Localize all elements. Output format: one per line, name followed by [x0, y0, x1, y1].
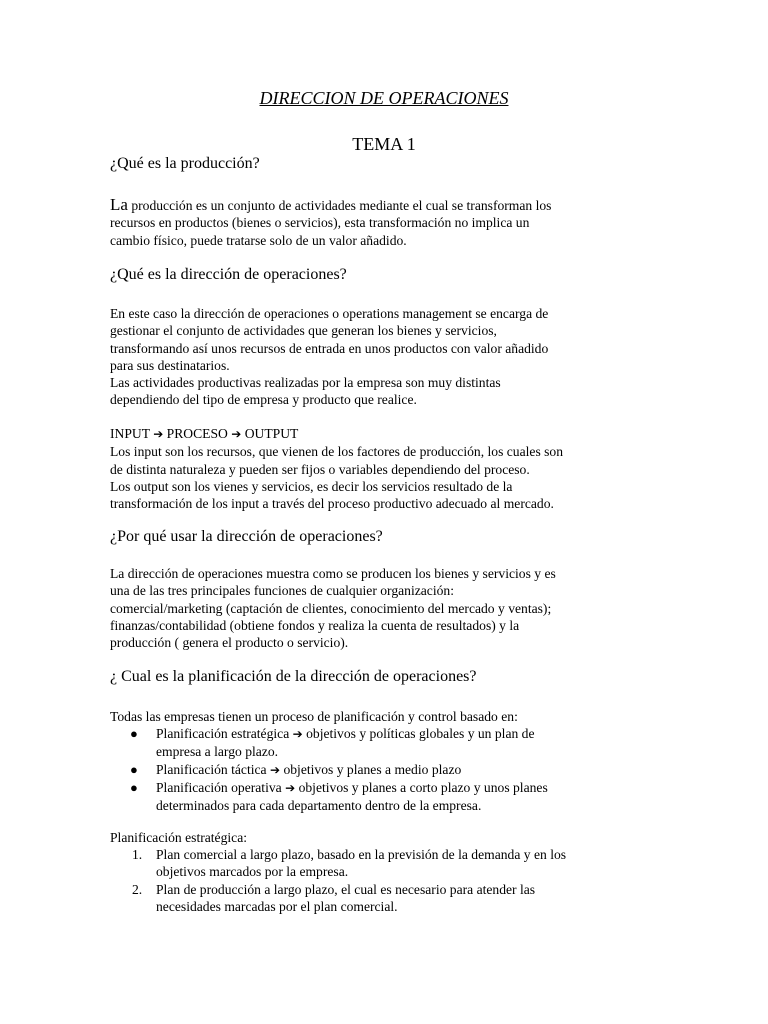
strategic-planning-heading: Planificación estratégica:: [110, 830, 248, 845]
planning-intro: Todas las empresas tienen un proceso de planificación y control basado en:: [110, 709, 518, 724]
question-heading-planning: ¿ Cual es la planificación de la dirección de operaciones?: [110, 668, 477, 685]
list-number: 1.: [132, 847, 143, 862]
list-item: 2. Plan de producción a largo plazo, el cual es necesario para atender las necesidades marcadas por el plan comercial.: [132, 881, 536, 914]
paragraph-production: La producción es un conjunto de actividades mediante el cual se transforman los recursos en productos (bienes o servicios), esta transformación no implica un cambio físico, puede tratarse solo de un valor añadido.: [110, 195, 552, 248]
list-item: ● Planificación táctica ➔ objetivos y planes a medio plazo: [130, 761, 462, 777]
paragraph-input-output: INPUT ➔ PROCESO ➔ OUTPUT Los input son los recursos, que vienen de los factores de producción, los cuales son de distinta naturaleza y pueden ser fijos o variables dependiendo del proceso. Los output son los vienes y servicios, es decir los servicios resultado de la transformación de los input a través del proceso productivo adecuado al mercado.: [110, 425, 658, 512]
list-item: 1. Plan comercial a largo plazo, basado en la previsión de la demanda y en los objetivos marcados por la empresa.: [132, 847, 567, 880]
question-heading-production: ¿Qué es la producción?: [110, 155, 260, 172]
arrow-right-icon: ➔: [292, 727, 303, 741]
first-word: La: [110, 195, 128, 214]
planning-bullet-list: [110, 725, 548, 814]
topic-heading: TEMA 1: [352, 134, 416, 154]
arrow-right-icon: ➔: [270, 762, 281, 777]
question-heading-operations: ¿Qué es la dirección de operaciones?: [110, 266, 347, 283]
paragraph-why: La dirección de operaciones muestra como se producen los bienes y servicios y es una de las tres principales funciones de cualquier organización: comercial/marketing (captación de clientes, conocimiento del mercado y ventas); finanzas/contabilidad (obtiene fondos y realiza la cuenta de resultados) y la producción ( genera el producto o servicio).: [110, 566, 556, 651]
arrow-right-icon: ➔: [231, 427, 242, 441]
list-item: ● Planificación operativa ➔ objetivos y planes a corto plazo y unos planes determinados para cada departamento dentro de la empresa.: [130, 779, 548, 814]
arrow-right-icon: ➔: [153, 427, 164, 441]
arrow-right-icon: ➔: [285, 780, 296, 795]
list-number: 2.: [132, 881, 143, 897]
strategic-plan-list: [110, 846, 566, 915]
question-heading-why: ¿Por qué usar la dirección de operaciones?: [110, 528, 383, 545]
bullet-icon: ●: [130, 761, 138, 777]
flow-line: INPUT ➔ PROCESO ➔ OUTPUT: [110, 426, 299, 441]
paragraph-operations: En este caso la dirección de operaciones o operations management se encarga de gestionar el conjunto de actividades que generan los bienes y servicios, transformando así unos recursos de entrada en unos productos con valor añadido para sus destinatarios. Las actividades productivas realizadas por la empresa son muy distintas dependiendo del tipo de empresa y producto que realice.: [110, 306, 549, 408]
bullet-icon: ●: [130, 779, 138, 795]
list-item: ● Planificación estratégica ➔ objetivos y políticas globales y un plan de empresa a largo plazo.: [130, 726, 535, 760]
bullet-icon: ●: [130, 726, 138, 741]
document-title: DIRECCION DE OPERACIONES: [259, 88, 509, 108]
